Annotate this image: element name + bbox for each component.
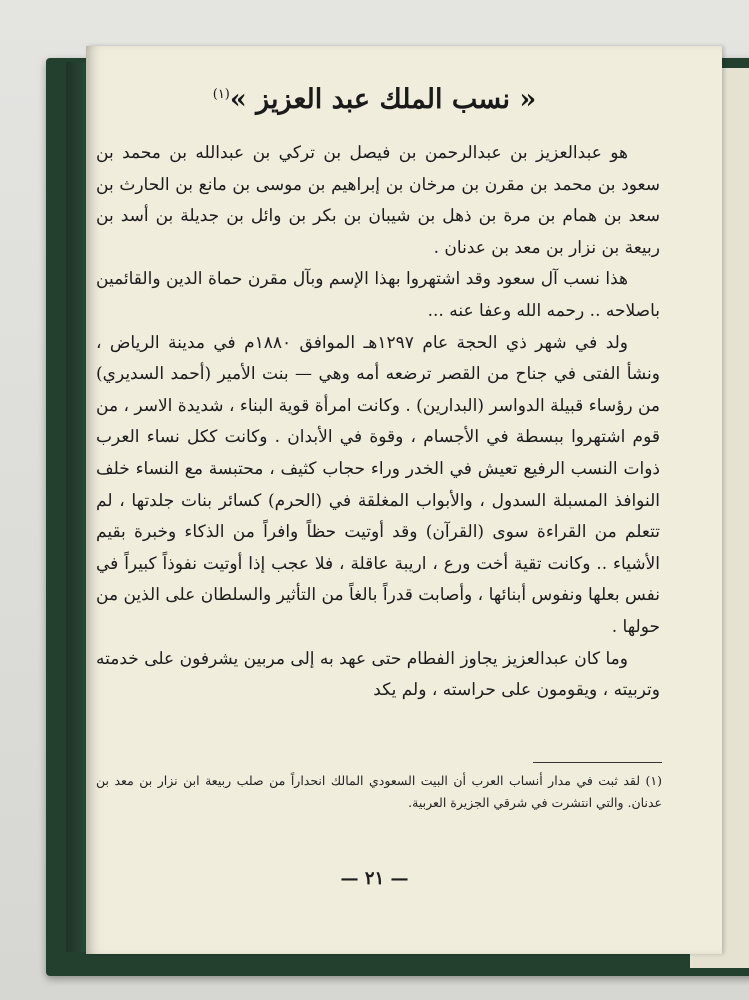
footnote-divider (533, 762, 662, 763)
paragraph-family-name: هذا نسب آل سعود وقد اشتهروا بهذا الإسم وبآل مقرن حماة الدين والقائمين باصلاحه .. رحمه الله وعفا عنه ... (96, 269, 660, 321)
page-title (0, 84, 749, 115)
book-spine-gutter (66, 62, 88, 952)
footnote: (١) لقد ثبت في مدار أنساب العرب أن البيت السعودي المالك انحداراً من صلب ربيعة ابن نزار بن معد بن عدنان. والتي انتشرت في شرقي الجزيرة العربية. (96, 773, 662, 810)
paragraph-birth: ولد في شهر ذي الحجة عام ١٢٩٧هـ الموافق ١٨٨٠م في مدينة الرياض ، ونشأ الفتى في جناح من القصر ترضعه أمه وهي — بنت الأمير (أحمد السديري) من رؤساء قبيلة الدواسر (البدارين) . وكانت امرأة قوية البناء ، شديدة الاسر ، من قوم اشتهروا ببسطة في الأجسام ، وقوة في الأبدان . وكانت ككل نساء العرب ذوات النسب الرفيع تعيش في الخدر وراء حجاب كثيف ، محتبسة مع النساء خلف النوافذ المسبلة السدول ، والأبواب المغلقة في (الحرم) كسائر بنات جلدتها ، لم تتعلم من القراءة سوى (القرآن) وقد أوتيت حظاً وافراً من الذكاء وخبرة بقيم الأشياء .. وكانت تقية أخت ورع ، اريبة عاقلة ، فلا عجب إذا أوتيت نفوذاً كبيراً في نفس بعلها ونفوس أبنائها ، وأصابت قدراً بالغاً من التأثير والسلطان على الذين من حولها . (96, 332, 660, 637)
page-number: — ٢١ — (340, 868, 409, 889)
title-text: « نسب الملك عبد العزيز » (229, 84, 537, 115)
paragraph-upbringing: وما كان عبدالعزيز يجاوز الفطام حتى عهد به إلى مربين يشرفون على خدمته وتربيته ، ويقومون على حراسته ، ولم يكد (96, 648, 660, 701)
body-text (96, 138, 660, 707)
title-footnote-marker: (١) (212, 87, 230, 102)
paragraph-lineage: هو عبدالعزيز بن عبدالرحمن بن فيصل بن تركي بن عبدالله بن محمد بن سعود بن محمد بن مقرن بن مرخان بن إبراهيم بن موسى بن مانع بن الحارث بن سعد بن همام بن مرة بن ذهل بن شيبان بن بكر بن وائل بن جديلة بن أسد بن ربيعة بن نزار بن معد بن عدنان . (96, 143, 660, 258)
